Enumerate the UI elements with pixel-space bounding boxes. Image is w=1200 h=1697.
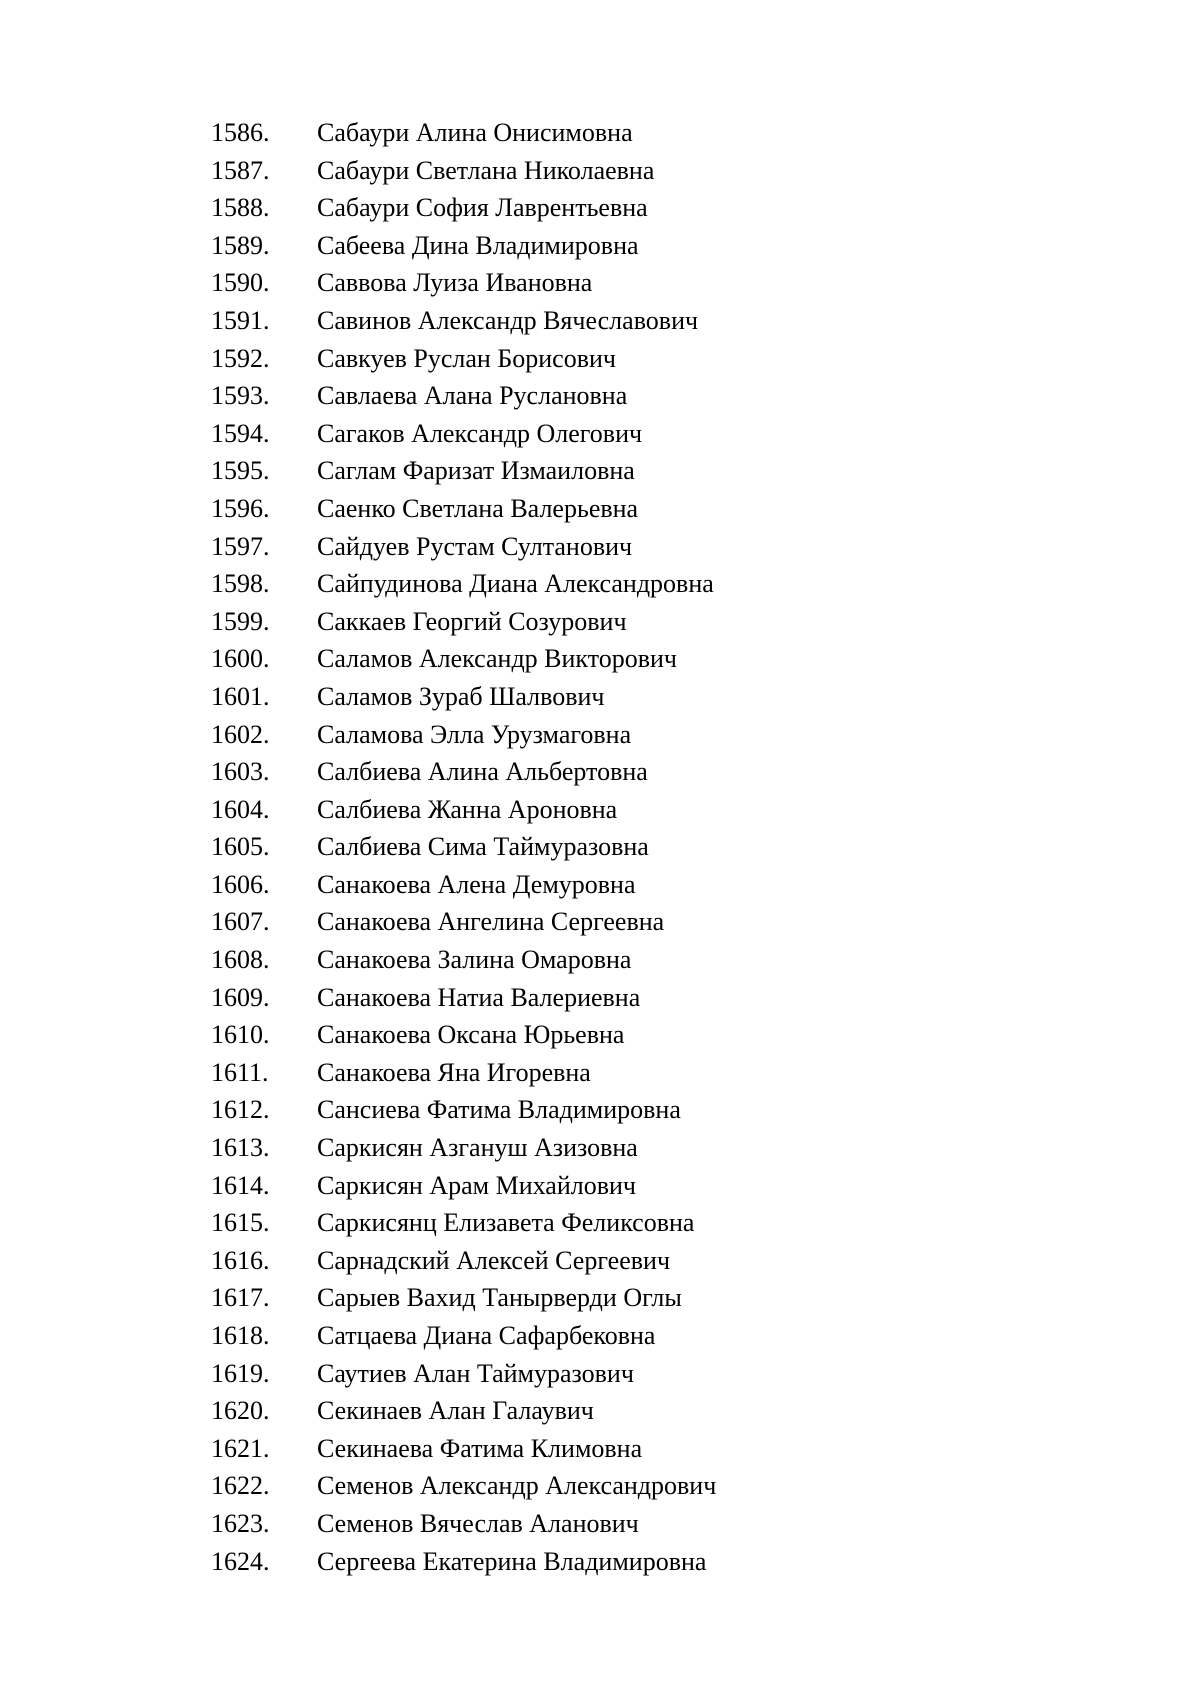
list-item xyxy=(211,114,716,152)
entry-number: 1602. xyxy=(211,719,270,749)
list-item xyxy=(211,941,716,979)
entry-name: Семенов Александр Александрович xyxy=(317,1471,717,1501)
entry-name: Санакоева Алена Демуровна xyxy=(317,869,636,899)
entry-number: 1609. xyxy=(211,982,270,1012)
list-item xyxy=(211,377,716,415)
entry-name: Саркисян Азгануш Азизовна xyxy=(317,1133,638,1163)
entry-name: Саркисян Арам Михайлович xyxy=(317,1170,636,1200)
entry-number: 1616. xyxy=(211,1245,270,1275)
list-item xyxy=(211,791,716,829)
entry-number: 1617. xyxy=(211,1283,270,1313)
entry-name: Салбиева Сима Таймуразовна xyxy=(317,832,649,862)
entry-number: 1613. xyxy=(211,1133,270,1163)
entry-name: Санакоева Залина Омаровна xyxy=(317,945,632,975)
entry-name: Семенов Вячеслав Аланович xyxy=(317,1508,639,1538)
entry-number: 1604. xyxy=(211,794,270,824)
entry-name: Сатцаева Диана Сафарбековна xyxy=(317,1321,656,1350)
entry-name: Санакоева Ангелина Сергеевна xyxy=(317,907,665,937)
entry-number: 1612. xyxy=(211,1095,270,1125)
list-item xyxy=(211,528,716,566)
entry-number: 1586. xyxy=(211,118,270,147)
entry-name: Саутиев Алан Таймуразович xyxy=(317,1358,634,1388)
entry-name: Салбиева Алина Альбертовна xyxy=(317,757,648,787)
list-item xyxy=(211,452,716,490)
entry-name: Сайдуев Рустам Султанович xyxy=(317,531,633,561)
entry-number: 1608. xyxy=(211,945,270,975)
entry-number: 1593. xyxy=(211,381,270,411)
entry-number: 1589. xyxy=(211,230,270,260)
entry-name: Саламов Александр Викторович xyxy=(317,644,678,674)
list-item xyxy=(211,1016,716,1054)
entry-name: Сансиева Фатима Владимировна xyxy=(317,1095,681,1125)
list-item xyxy=(211,640,716,678)
entry-number: 1618. xyxy=(211,1321,270,1350)
list-item xyxy=(211,1242,716,1280)
list-item xyxy=(211,903,716,941)
entry-number: 1605. xyxy=(211,832,270,862)
entry-number: 1620. xyxy=(211,1396,270,1426)
entry-number: 1598. xyxy=(211,569,270,599)
entry-number: 1624. xyxy=(211,1546,270,1576)
list-item xyxy=(211,565,716,603)
entry-name: Сабаури София Лаврентьевна xyxy=(317,193,648,223)
entry-number: 1595. xyxy=(211,456,270,486)
list-item xyxy=(211,340,716,378)
list-item xyxy=(211,828,716,866)
list-item xyxy=(211,264,716,302)
entry-name: Сайпудинова Диана Александровна xyxy=(317,569,714,599)
entry-name: Сабаури Алина Онисимовна xyxy=(317,118,633,147)
list-item xyxy=(211,1091,716,1129)
list-item xyxy=(211,979,716,1017)
entry-number: 1592. xyxy=(211,343,270,373)
entry-name: Санакоева Яна Игоревна xyxy=(317,1057,591,1087)
entry-name: Савинов Александр Вячеславович xyxy=(317,305,699,335)
entry-name: Сагаков Александр Олегович xyxy=(317,418,643,448)
list-item xyxy=(211,1430,716,1468)
entry-name: Сарнадский Алексей Сергеевич xyxy=(317,1245,671,1275)
entry-number: 1619. xyxy=(211,1358,270,1388)
list-item xyxy=(211,1204,716,1242)
entry-name: Саламова Элла Урузмаговна xyxy=(317,719,632,749)
entry-name: Сабеева Дина Владимировна xyxy=(317,230,639,260)
entry-number: 1597. xyxy=(211,531,270,561)
entry-name: Саенко Светлана Валерьевна xyxy=(317,493,639,523)
entry-number: 1600. xyxy=(211,644,270,674)
list-item xyxy=(211,1355,716,1393)
entry-number: 1599. xyxy=(211,606,270,636)
entry-number: 1614. xyxy=(211,1170,270,1200)
list-item xyxy=(211,866,716,904)
entry-number: 1588. xyxy=(211,193,270,223)
entry-number: 1610. xyxy=(211,1020,270,1050)
list-item xyxy=(211,1317,716,1355)
entry-name: Саглам Фаризат Измаиловна xyxy=(317,456,635,486)
entry-number: 1606. xyxy=(211,869,270,899)
list-item xyxy=(211,716,716,754)
entry-name: Саламов Зураб Шалвович xyxy=(317,681,605,711)
entry-number: 1621. xyxy=(211,1433,270,1463)
entry-number: 1622. xyxy=(211,1471,270,1501)
entry-name: Санакоева Оксана Юрьевна xyxy=(317,1020,625,1050)
list-item xyxy=(211,302,716,340)
entry-number: 1603. xyxy=(211,757,270,787)
entry-number: 1611. xyxy=(211,1057,269,1087)
list-item xyxy=(211,603,716,641)
entry-number: 1590. xyxy=(211,268,270,298)
entry-name: Савлаева Алана Руслановна xyxy=(317,381,628,411)
name-list xyxy=(211,114,716,1580)
entry-name: Санакоева Натиа Валериевна xyxy=(317,982,641,1012)
list-item xyxy=(211,490,716,528)
list-item xyxy=(211,1167,716,1205)
entry-name: Саккаев Георгий Созурович xyxy=(317,606,627,636)
list-item xyxy=(211,753,716,791)
entry-name: Саввова Луиза Ивановна xyxy=(317,268,593,298)
list-item xyxy=(211,1129,716,1167)
list-item xyxy=(211,1505,716,1543)
entry-number: 1615. xyxy=(211,1208,270,1238)
entry-number: 1594. xyxy=(211,418,270,448)
list-item xyxy=(211,1543,716,1581)
list-item xyxy=(211,1054,716,1092)
entry-name: Сергеева Екатерина Владимировна xyxy=(317,1546,707,1576)
list-item xyxy=(211,415,716,453)
list-item xyxy=(211,1467,716,1505)
list-item xyxy=(211,678,716,716)
entry-number: 1623. xyxy=(211,1508,270,1538)
entry-name: Секинаев Алан Галаувич xyxy=(317,1396,594,1426)
entry-name: Савкуев Руслан Борисович xyxy=(317,343,616,373)
list-item xyxy=(211,1392,716,1430)
entry-number: 1596. xyxy=(211,493,270,523)
entry-name: Саркисянц Елизавета Феликсовна xyxy=(317,1208,695,1238)
entry-name: Сарыев Вахид Танырверди Оглы xyxy=(317,1283,682,1313)
entry-name: Салбиева Жанна Ароновна xyxy=(317,794,618,824)
entry-name: Секинаева Фатима Климовна xyxy=(317,1433,643,1463)
list-item xyxy=(211,1279,716,1317)
entry-number: 1587. xyxy=(211,155,270,185)
list-item xyxy=(211,152,716,190)
list-item xyxy=(211,227,716,265)
entry-number: 1601. xyxy=(211,681,270,711)
entry-number: 1591. xyxy=(211,305,270,335)
entry-number: 1607. xyxy=(211,907,270,937)
entry-name: Сабаури Светлана Николаевна xyxy=(317,155,655,185)
list-item xyxy=(211,189,716,227)
